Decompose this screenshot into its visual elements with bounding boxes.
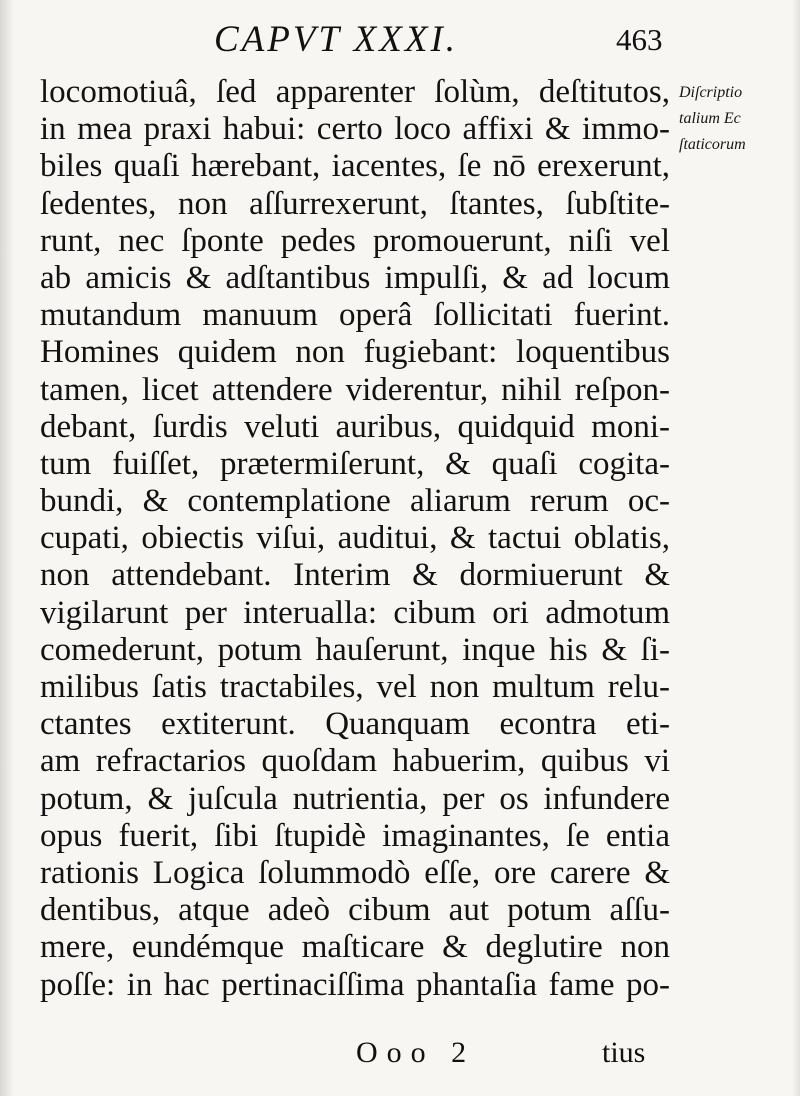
text-line: comederunt, potum hauſerunt, inque his & ſi- bbox=[40, 631, 670, 668]
text-line: non attendebant. Interim & dormiuerunt & bbox=[40, 557, 670, 594]
margin-note-line: talium Ec bbox=[679, 110, 741, 127]
page-header bbox=[0, 14, 800, 64]
page-edge-shadow bbox=[792, 0, 800, 1096]
text-line: ctantes extiterunt. Quanquam econtra eti- bbox=[40, 706, 670, 743]
text-line: poſſe: in hac pertinaciſſima phantaſia fame po- bbox=[40, 966, 670, 1003]
text-line: ſedentes, non aſſurrexerunt, ſtantes, ſubſtite- bbox=[40, 185, 670, 222]
running-title: CAPVT XXXI. bbox=[214, 19, 459, 60]
margin-note-line: Diſcriptio bbox=[679, 84, 743, 101]
text-line: mere, eundémque maſticare & deglutire non bbox=[40, 929, 670, 966]
text-line: ab amicis & adſtantibus impulſi, & ad locum bbox=[40, 259, 670, 296]
text-line: milibus ſatis tractabiles, vel non multum relu- bbox=[40, 669, 670, 705]
margin-note bbox=[679, 80, 794, 158]
text-line: vigilarunt per interualla: cibum ori admotum bbox=[40, 594, 670, 631]
gutter-shadow bbox=[0, 0, 14, 1096]
text-line: tamen, licet attendere viderentur, nihil reſpon- bbox=[40, 371, 670, 408]
text-line: dentibus, atque adeò cibum aut potum aſſu- bbox=[40, 892, 670, 929]
text-line: am refractarios quoſdam habuerim, quibus vi bbox=[40, 743, 670, 780]
text-line: opus fuerit, ſibi ſtupidè imaginantes, ſe entia bbox=[40, 817, 670, 854]
text-line: debant, ſurdis veluti auribus, quidquid moni- bbox=[40, 408, 670, 445]
text-line: locomotiuâ, ſed apparenter ſolùm, deſtitutos, bbox=[40, 74, 670, 110]
text-line: biles quaſi hærebant, iacentes, ſe nō erexerunt, bbox=[40, 148, 670, 185]
body-text bbox=[40, 74, 670, 1004]
text-line: rationis Logica ſolummodò eſſe, ore carere & bbox=[40, 854, 670, 891]
catchword: tius bbox=[602, 1036, 646, 1069]
text-line: tum fuiſſet, prætermiſerunt, & quaſi cogita- bbox=[40, 445, 670, 482]
text-line: bundi, & contemplatione aliarum rerum oc- bbox=[40, 483, 670, 520]
text-line: runt, nec ſponte pedes promouerunt, niſi vel bbox=[40, 222, 670, 259]
signature-mark: Ooo 2 bbox=[356, 1036, 476, 1069]
text-line: potum, & juſcula nutrientia, per os infundere bbox=[40, 780, 670, 817]
text-line: in mea praxi habui: certo loco affixi & immo- bbox=[40, 111, 670, 148]
page-footer bbox=[0, 1036, 800, 1086]
margin-note-line: ſtaticorum bbox=[679, 136, 746, 153]
page-number: 463 bbox=[616, 22, 663, 57]
text-line: mutandum manuum operâ ſollicitati fuerint. bbox=[40, 297, 670, 334]
text-line: cupati, obiectis viſui, auditui, & tactui oblatis, bbox=[40, 520, 670, 557]
text-line: Homines quidem non fugiebant: loquentibus bbox=[40, 334, 670, 371]
